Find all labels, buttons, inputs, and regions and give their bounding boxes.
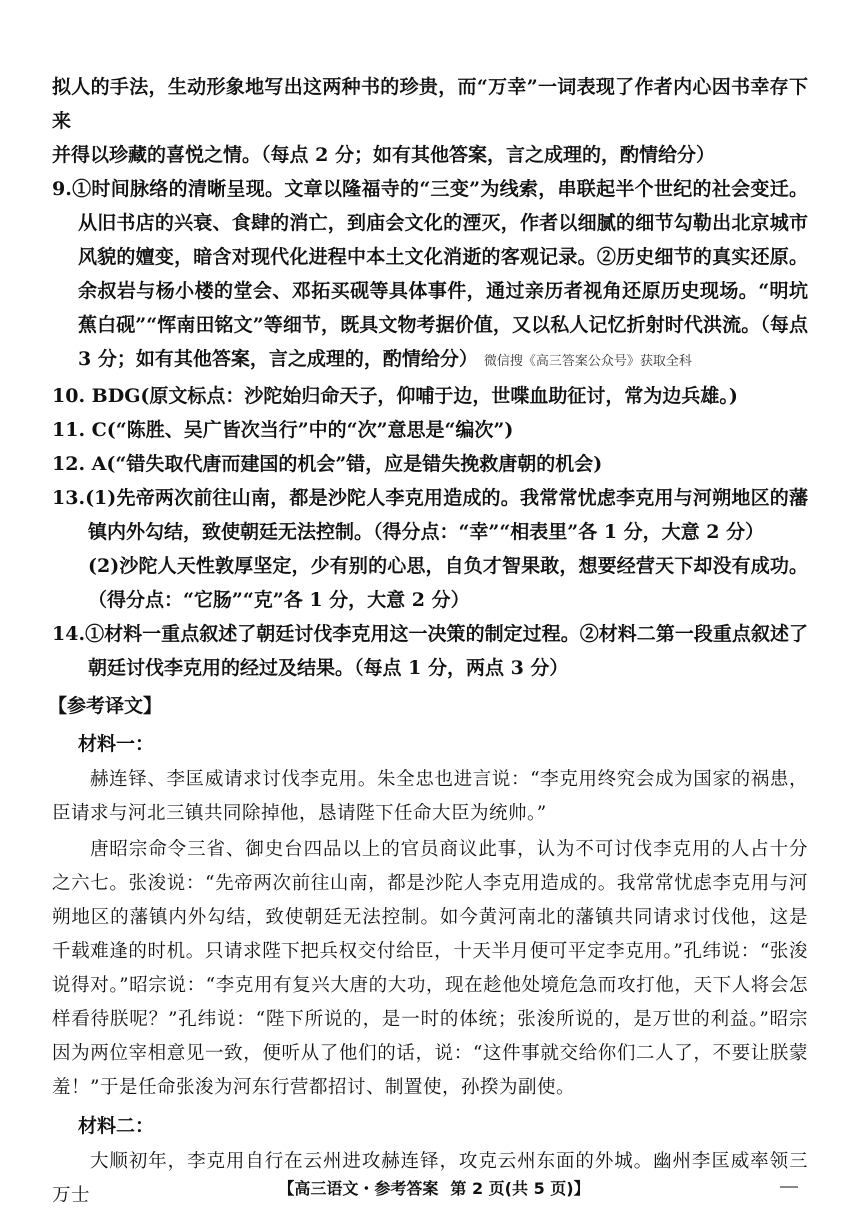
material-one-title: 材料一： — [78, 733, 155, 755]
q13-part2: (2)沙陀人天性敦厚坚定，少有别的心思，自负才智果敢，想要经营天下却没有成功。（得分点：“它肠”“克”各 1 分，大意 2 分） — [88, 555, 808, 611]
material-one-paragraph-2: 唐昭宗命令三省、御史台四品以上的官员商议此事，认为不可讨伐李克用的人占十分之六七。张浚说：“先帝两次前往山南，都是沙陀人李克用造成的。我常常忧虑李克用与河朔地区的藩镇内外勾结，致使朝廷无法控制。如今黄河南北的藩镇共同请求讨伐他，这是千载难逢的时机。只请求陛下把兵权交付给臣，十天半月便可平定李克用。”孔纬说：“张浚说得对。”昭宗说：“李克用有复兴大唐的大功，现在趁他处境危急而攻打他，天下人将会怎样看待朕呢？”孔纬说：“陛下所说的，是一时的体统；张浚所说的，是万世的利益。”昭宗因为两位宰相意见一致，便听从了他们的话，说：“这件事就交给你们二人了，不要让朕蒙羞！”于是任命张浚为河东行营都招讨、制置使，孙揆为副使。 — [52, 839, 808, 1098]
footer-page-number: 第 2 页(共 5 页)】 — [450, 1179, 590, 1198]
q14-text: ①材料一重点叙述了朝廷讨伐李克用这一决策的制定过程。②材料二第一段重点叙述了朝廷讨伐李克用的经过及结果。（每点 1 分，两点 3 分） — [85, 623, 808, 679]
q14-number: 14. — [52, 623, 86, 645]
watermark-note: 微信搜《高三答案公众号》获取全科 — [483, 354, 692, 369]
material-two-title: 材料二： — [78, 1115, 155, 1137]
reference-translation-heading: 【参考译文】 — [48, 695, 163, 717]
q13-part1: (1)先帝两次前往山南，都是沙陀人李克用造成的。我常常忧虑李克用与河朔地区的藩镇内外勾结，致使朝廷无法控制。（得分点：“幸”“相表里”各 1 分，大意 2 分） — [85, 487, 808, 543]
q10-answer: 10. BDG(原文标点：沙陀始归命天子，仰哺于边，世喋血助征讨，常为边兵雄。) — [52, 385, 738, 407]
q11-answer: 11. C(“陈胜、吴广皆次当行”中的“次”意思是“编次”) — [52, 419, 514, 441]
footer-course: 【高三语文・参考答案 — [278, 1179, 439, 1198]
q14-answer — [52, 617, 808, 685]
q8-answer-continued-line2: 并得以珍藏的喜悦之情。（每点 2 分；如有其他答案，言之成理的，酌情给分） — [52, 144, 715, 166]
q12-answer: 12. A(“错失取代唐而建国的机会”错，应是错失挽救唐朝的机会) — [52, 453, 603, 475]
q9-number: 9. — [52, 178, 72, 200]
q9-text: ①时间脉络的清晰呈现。文章以隆福寺的“三变”为线索，串联起半个世纪的社会变迁。从旧书店的兴衰、食肆的消亡，到庙会文化的湮灭，作者以细腻的细节勾勒出北京城市风貌的嬗变，暗含对现代化进程中本土文化消逝的客观记录。②历史细节的真实还原。余叔岩与杨小楼的堂会、邓拓买砚等具体事件，通过亲历者视角还原历史现场。“明坑蕉白砚”“恽南田铭文”等细节，既具文物考据价值，又以私人记忆折射时代洪流。（每点 3 分；如有其他答案，言之成理的，酌情给分） — [71, 178, 808, 370]
page-footer — [0, 1176, 868, 1199]
corner-mark — [780, 1186, 798, 1188]
material-two-paragraph-1: 大顺初年，李克用自行在云州进攻赫连铎，攻克云州东面的外城。幽州李匡威率领三万士 — [52, 1151, 808, 1206]
q8-answer-continued-line1: 拟人的手法，生动形象地写出这两种书的珍贵，而“万幸”一词表现了作者内心因书幸存下来 — [52, 76, 808, 132]
q13-number: 13. — [52, 487, 86, 509]
answer-content — [48, 70, 808, 1213]
material-one-paragraph-1: 赫连铎、李匡威请求讨伐李克用。朱全忠也进言说：“李克用终究会成为国家的祸患，臣请求与河北三镇共同除掉他，恳请陛下任命大臣为统帅。” — [52, 769, 808, 824]
q13-answer — [52, 481, 808, 549]
q9-answer — [52, 172, 808, 379]
